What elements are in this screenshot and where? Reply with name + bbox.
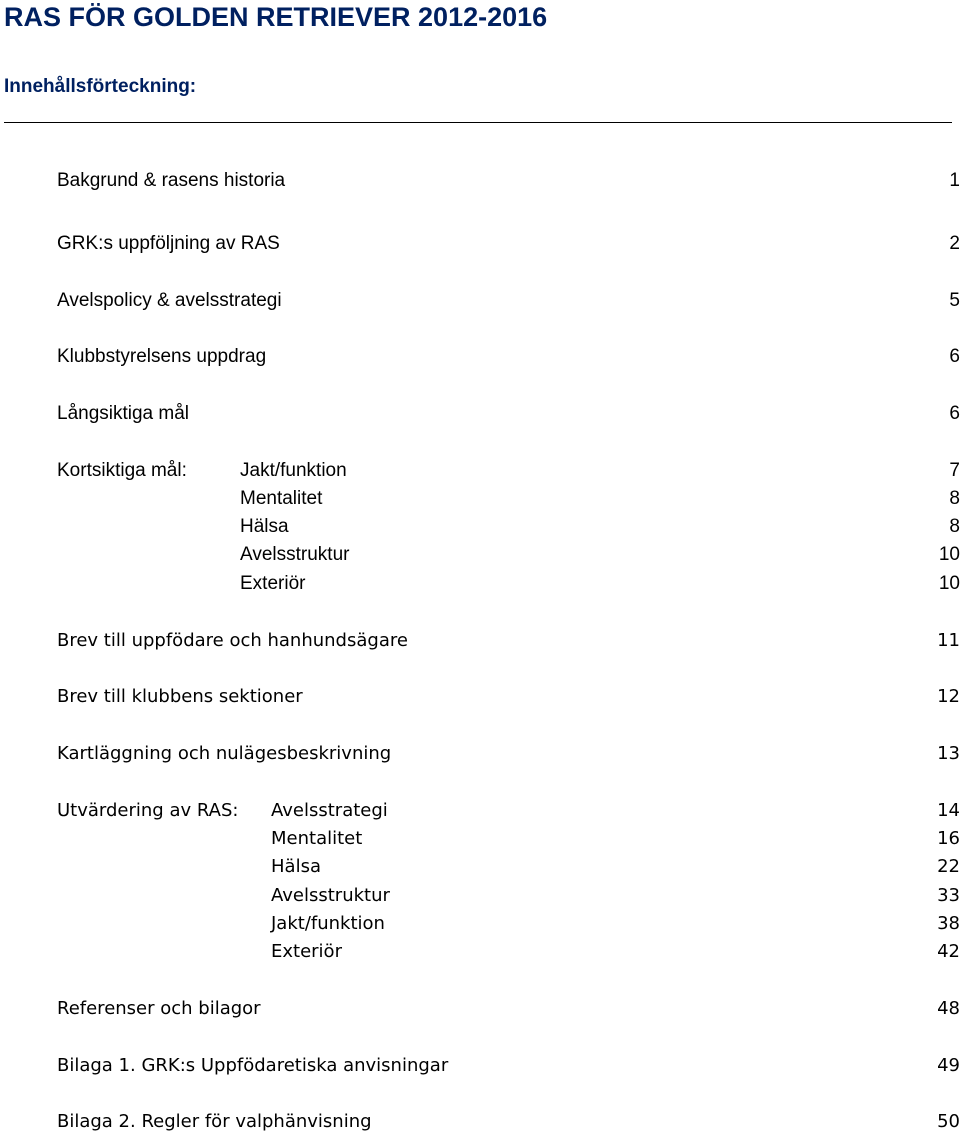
toc-entry[interactable] (57, 685, 960, 709)
toc-subentry[interactable] (57, 827, 960, 851)
toc-entry-page: 11 (937, 630, 960, 651)
toc-heading: Innehållsförteckning: (4, 76, 197, 97)
toc-subentry[interactable] (57, 912, 960, 936)
toc-entry-page: 1 (949, 170, 960, 191)
toc-subentry[interactable] (57, 884, 960, 908)
toc-entry-label: Referenser och bilagor (57, 998, 261, 1019)
toc-subentry-label: Exteriör (271, 941, 342, 962)
toc-entry-page: 10 (938, 573, 960, 594)
toc-subentry[interactable] (57, 572, 960, 596)
toc-subentry-label: Avelsstruktur (271, 885, 390, 906)
toc-entry[interactable] (57, 1110, 960, 1134)
toc-subentry[interactable] (57, 515, 960, 539)
toc-entry[interactable] (57, 289, 960, 313)
toc-entry-label: Utvärdering av RAS: (57, 800, 239, 821)
toc-entry-page: 12 (937, 686, 960, 707)
toc-entry-page: 2 (949, 233, 960, 254)
toc-entry-label: Bilaga 2. Regler för valphänvisning (57, 1111, 372, 1132)
toc-entry-page: 14 (937, 800, 960, 821)
toc-entry[interactable] (57, 742, 960, 766)
toc-entry-label: Bilaga 1. GRK:s Uppfödaretiska anvisningar (57, 1055, 449, 1076)
toc-entry[interactable] (57, 459, 960, 483)
toc-entry-label: Brev till klubbens sektioner (57, 686, 303, 707)
toc-entry-label: GRK:s uppföljning av RAS (57, 233, 280, 254)
toc-entry-page: 42 (937, 941, 960, 962)
toc-entry[interactable] (57, 629, 960, 653)
toc-entry-page: 22 (937, 856, 960, 877)
toc-subentry-label: Jakt/funktion (271, 913, 385, 934)
toc-entry-page: 8 (949, 516, 960, 537)
toc-entry-page: 6 (949, 346, 960, 367)
toc-entry[interactable] (57, 799, 960, 823)
toc-subentry[interactable] (57, 487, 960, 511)
toc-entry-label: Långsiktiga mål (57, 403, 190, 424)
toc-entry[interactable] (57, 402, 960, 426)
toc-entry-label: Kortsiktiga mål: (57, 460, 187, 481)
toc-entry-page: 5 (949, 290, 960, 311)
document-title: RAS FÖR GOLDEN RETRIEVER 2012-2016 (4, 2, 548, 32)
toc-subentry-label: Hälsa (271, 856, 321, 877)
toc-entry-page: 38 (937, 913, 960, 934)
toc-entry[interactable] (57, 997, 960, 1021)
toc-entry-page: 50 (937, 1111, 960, 1132)
toc-entry-label: Avelspolicy & avelsstrategi (57, 290, 282, 311)
toc-subentry-label: Exteriör (240, 573, 306, 594)
toc-entry-label: Bakgrund & rasens historia (57, 170, 286, 191)
toc-entry[interactable] (57, 232, 960, 256)
toc-entry[interactable] (57, 1054, 960, 1078)
toc-subentry[interactable] (57, 543, 960, 567)
toc-entry-label: Brev till uppfödare och hanhundsägare (57, 630, 408, 651)
toc-subentry[interactable] (57, 855, 960, 879)
toc-entry-page: 48 (937, 998, 960, 1019)
toc-entry-label: Klubbstyrelsens uppdrag (57, 346, 267, 367)
toc-entry-page: 8 (949, 488, 960, 509)
toc-entry-page: 10 (938, 544, 960, 565)
toc-subentry-label: Avelsstrategi (271, 800, 388, 821)
toc-entry[interactable] (57, 169, 960, 193)
toc-entry-page: 16 (937, 828, 960, 849)
toc-subentry-label: Jakt/funktion (240, 460, 347, 481)
toc-entry-page: 13 (937, 743, 960, 764)
toc-entry-page: 7 (949, 460, 960, 481)
toc-subentry-label: Mentalitet (271, 828, 363, 849)
toc-subentry-label: Avelsstruktur (240, 544, 350, 565)
toc-subentry-label: Hälsa (240, 516, 289, 537)
toc-subentry[interactable] (57, 940, 960, 964)
toc-entry-page: 33 (937, 885, 960, 906)
toc-entry-page: 6 (949, 403, 960, 424)
toc-subentry-label: Mentalitet (240, 488, 323, 509)
toc-entry-page: 49 (937, 1055, 960, 1076)
table-of-contents (57, 0, 960, 1138)
toc-entry[interactable] (57, 345, 960, 369)
toc-entry-label: Kartläggning och nulägesbeskrivning (57, 743, 392, 764)
